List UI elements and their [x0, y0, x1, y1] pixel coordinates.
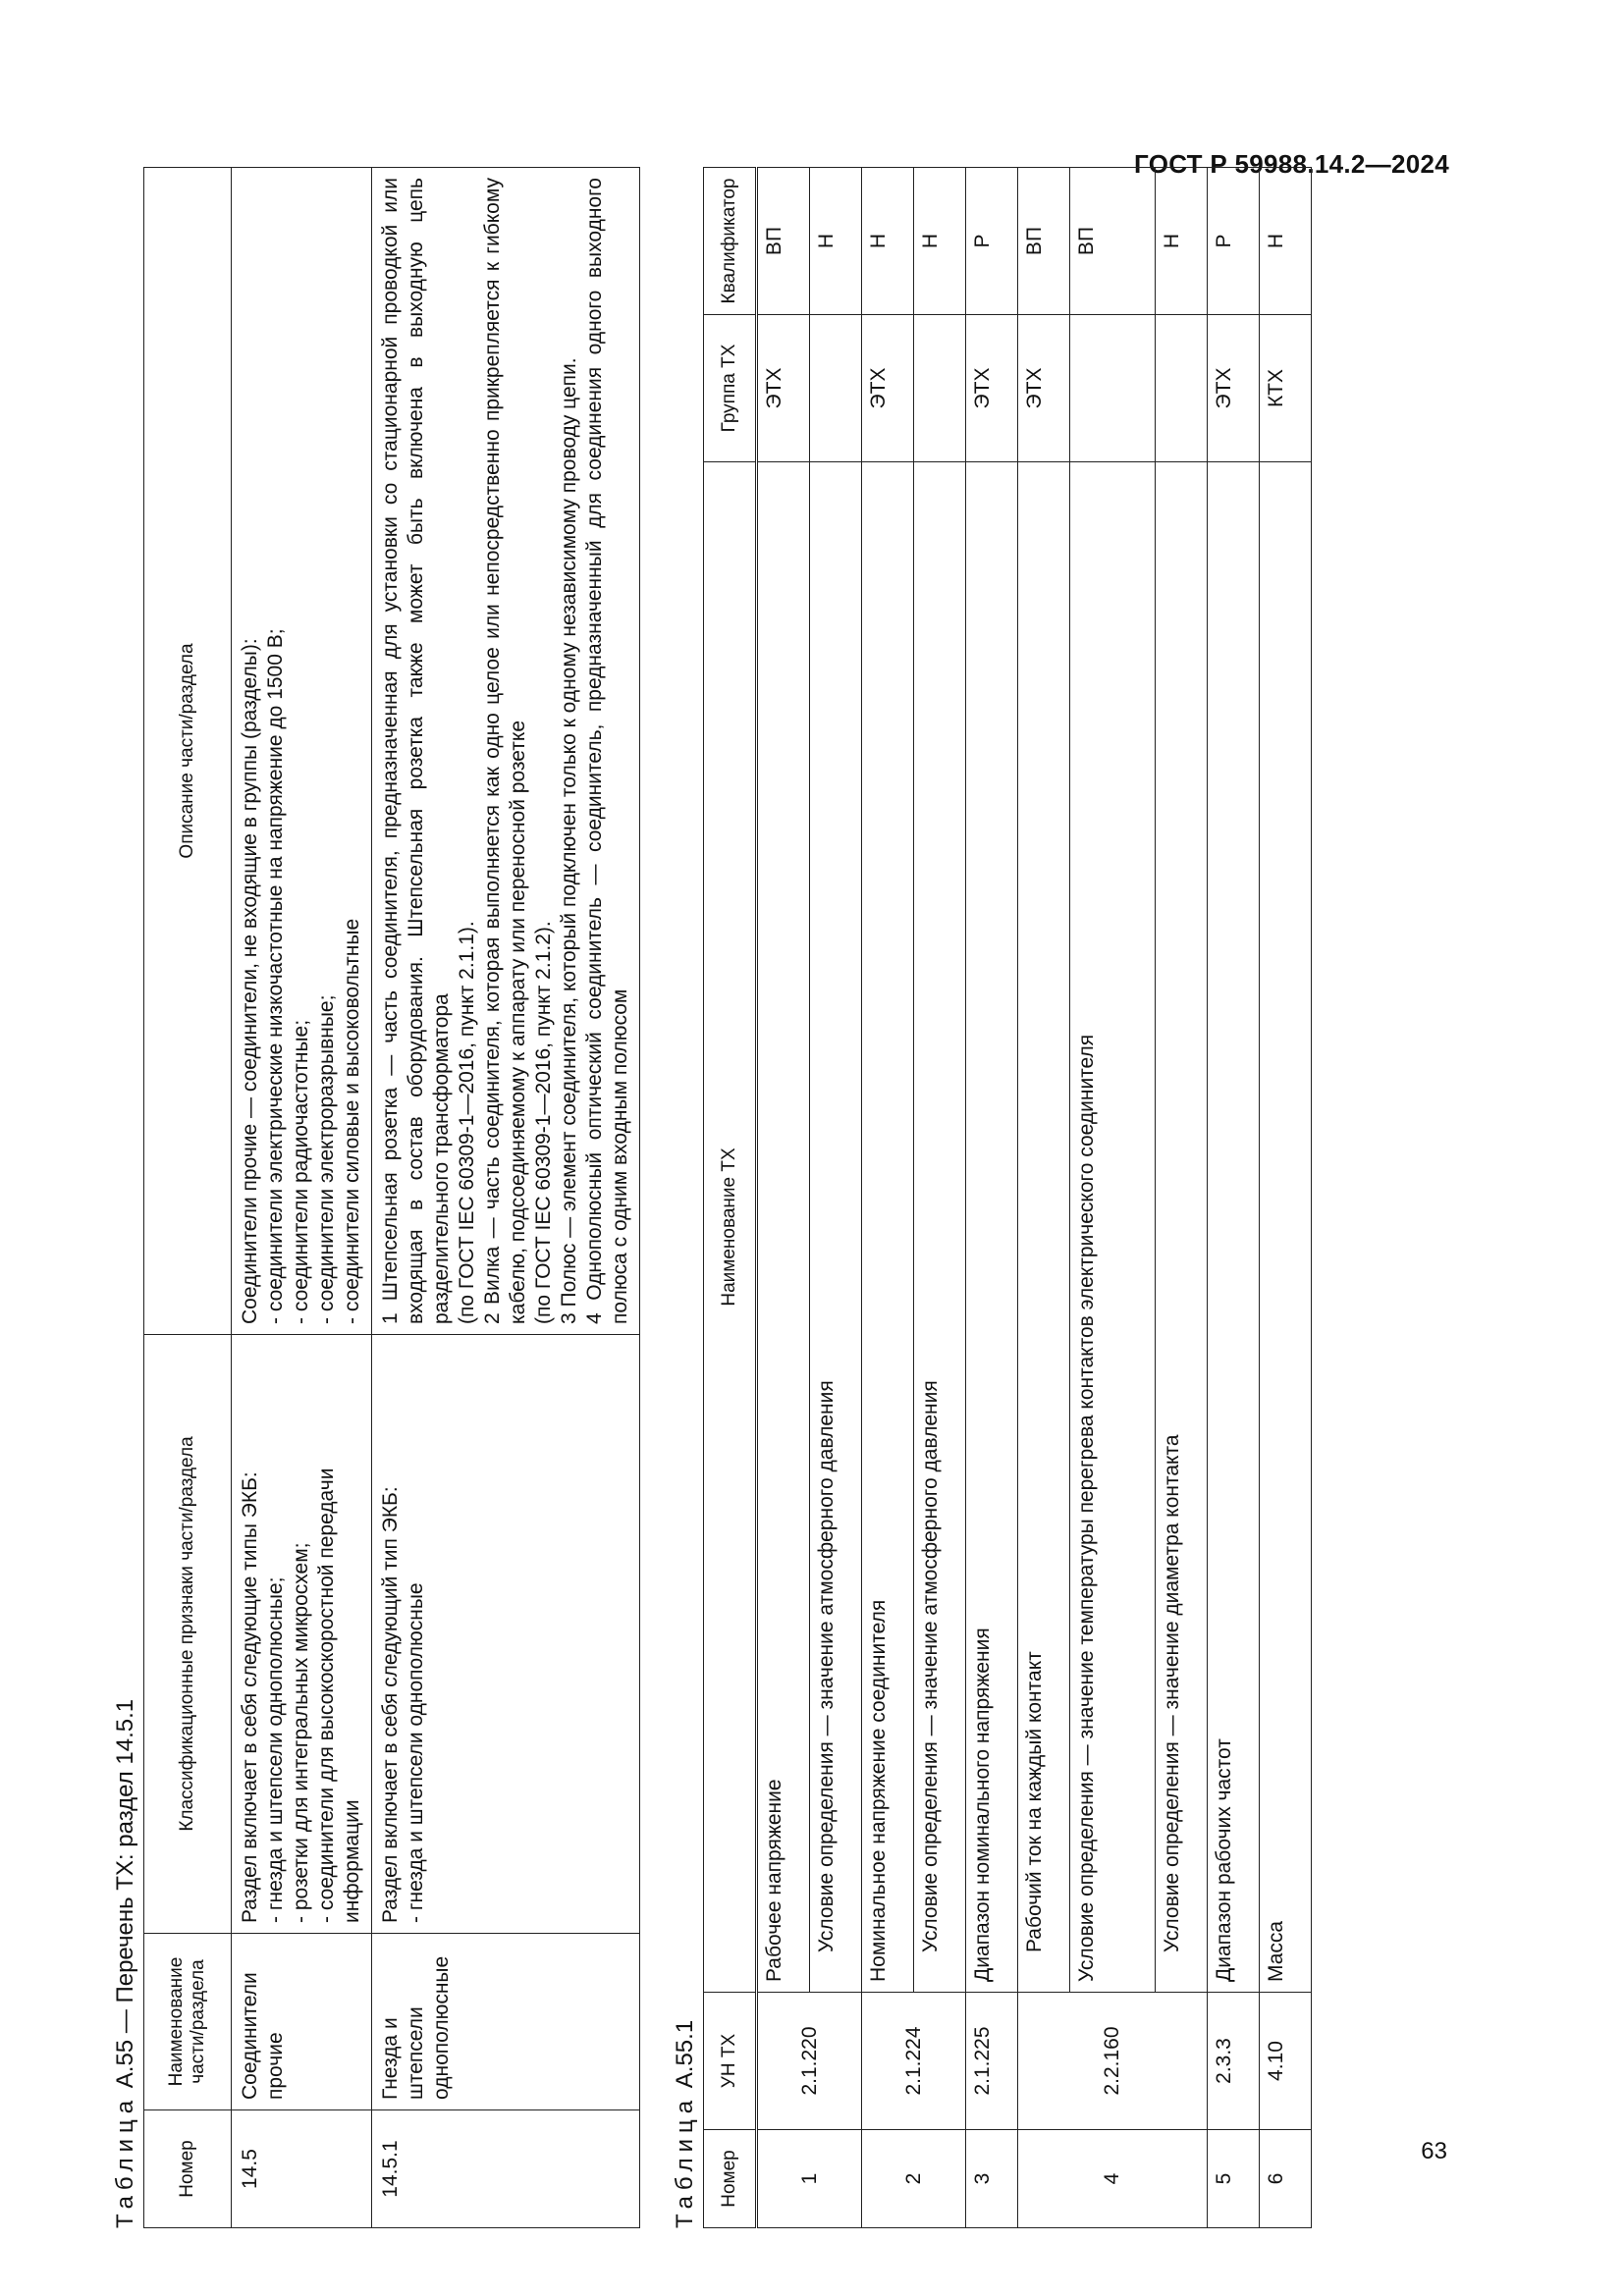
row-group: ЭТХ [862, 315, 914, 462]
description-line: 4 Однополюсный оптический соединитель — соединитель, предназначенный для соединения одного выходного полюса с одним входным полюсом [583, 178, 631, 1324]
row-code: 2.1.224 [862, 1993, 966, 2130]
row-description [232, 168, 372, 1335]
row-group: ЭТХ [1018, 315, 1070, 462]
table1-col-name: Наименование части/раздела [144, 1934, 232, 2110]
table2-caption [668, 167, 703, 2228]
row-code: 2.1.225 [966, 1993, 1018, 2130]
row-group [810, 315, 862, 462]
table1-col-description: Описание части/раздела [144, 168, 232, 1335]
row-group [1070, 315, 1156, 462]
table2-col-group: Группа ТХ [704, 315, 757, 462]
description-line: - соединители электроразрывные; [315, 994, 338, 1324]
table2-caption-prefix: Таблица [672, 2094, 698, 2228]
table1-row [232, 168, 372, 2228]
feature-line: - гнезда и штепсели однополюсные [405, 1582, 427, 1923]
table2 [703, 167, 1312, 2228]
row-code: 2.1.220 [757, 1993, 862, 2130]
table1 [143, 167, 640, 2228]
row-qualifier: Н [1156, 168, 1208, 315]
table-row [810, 168, 862, 2228]
table-row [862, 168, 914, 2228]
feature-line: Раздел включает в себя следующие типы ЭКБ: [239, 1471, 261, 1923]
row-qualifier: Н [914, 168, 966, 315]
row-name: Условие определения — значение температуры перегрева контактов электрического соединителя [1070, 462, 1156, 1993]
row-qualifier: ВП [1018, 168, 1070, 315]
row-qualifier: Р [966, 168, 1018, 315]
description-line: 1 Штепсельная розетка — часть соединителя, предназначенная для установки со стационарной проводкой или входящая в состав оборудования. Штепсельная розетка также может быть включена в выходную цепь разделительного трансформатора [379, 178, 453, 1324]
table2-col-name: Наименование ТХ [704, 462, 757, 1993]
description-line: Соединители прочие — соединители, не входящие в группы (разделы): [239, 638, 261, 1324]
row-number: 4 [1018, 2130, 1208, 2228]
table-row [966, 168, 1018, 2228]
table-row [1208, 168, 1260, 2228]
description-line: - соединители электрические низкочастотные на напряжение до 1500 В; [264, 628, 287, 1324]
row-qualifier: ВП [757, 168, 810, 315]
table2-caption-text: А.55.1 [672, 2019, 698, 2089]
description-line: (по ГОСТ IEC 60309-1—2016, пункт 2.1.2). [532, 921, 555, 1324]
row-group [914, 315, 966, 462]
table1-col-features: Классификационные признаки части/раздела [144, 1335, 232, 1934]
table1-caption [108, 167, 143, 2228]
row-description [372, 168, 640, 1335]
row-features [372, 1335, 640, 1934]
row-name: Масса [1260, 462, 1312, 1993]
row-qualifier: Н [810, 168, 862, 315]
row-name: Условие определения — значение атмосферного давления [810, 462, 862, 1993]
row-qualifier: Н [862, 168, 914, 315]
row-group: КТХ [1260, 315, 1312, 462]
table-row [1070, 168, 1156, 2228]
row-number: 14.5.1 [372, 2110, 640, 2228]
row-number: 14.5 [232, 2110, 372, 2228]
document-code: ГОСТ Р 59988.14.2—2024 [1134, 149, 1449, 179]
table-row [1018, 168, 1070, 2228]
row-name: Соединители прочие [232, 1934, 372, 2110]
table1-header-row [144, 168, 232, 2228]
row-qualifier: ВП [1070, 168, 1156, 315]
row-number: 6 [1260, 2130, 1312, 2228]
feature-line: - соединители для высокоскоростной передачи информации [315, 1468, 363, 1923]
row-qualifier: Р [1208, 168, 1260, 315]
feature-line: Раздел включает в себя следующий тип ЭКБ: [379, 1486, 402, 1923]
table2-col-code: УН ТХ [704, 1993, 757, 2130]
row-number: 2 [862, 2130, 966, 2228]
table2-header-row [704, 168, 757, 2228]
row-group: ЭТХ [1208, 315, 1260, 462]
row-group: ЭТХ [966, 315, 1018, 462]
row-code: 2.3.3 [1208, 1993, 1260, 2130]
page-number: 63 [1421, 2138, 1447, 2164]
row-name: Рабочий ток на каждый контакт [1018, 462, 1070, 1993]
feature-line: - розетки для интегральных микросхем; [290, 1542, 312, 1923]
feature-line: - гнезда и штепсели однополюсные; [264, 1576, 287, 1923]
row-code: 4.10 [1260, 1993, 1312, 2130]
row-number: 3 [966, 2130, 1018, 2228]
table2-col-qualifier: Квалификатор [704, 168, 757, 315]
table1-caption-text: А.55 — Перечень ТХ: раздел 14.5.1 [112, 1698, 138, 2089]
row-code: 2.2.160 [1018, 1993, 1208, 2130]
description-line: - соединители силовые и высоковольтные [341, 918, 363, 1324]
table1-row [372, 168, 640, 2228]
row-features [232, 1335, 372, 1934]
row-qualifier: Н [1260, 168, 1312, 315]
description-line: 2 Вилка — часть соединителя, которая выполняется как одно целое или непосредственно прикрепляется к гибкому кабелю, подсоединяемому к аппарату или переносной розетке [481, 178, 529, 1324]
table-row [757, 168, 810, 2228]
row-name: Гнезда и штепсели однополюсные [372, 1934, 640, 2110]
table2-col-number: Номер [704, 2130, 757, 2228]
row-name: Условие определения — значение атмосферного давления [914, 462, 966, 1993]
row-name: Рабочее напряжение [757, 462, 810, 1993]
row-number: 1 [757, 2130, 862, 2228]
table1-col-number: Номер [144, 2110, 232, 2228]
table-row [1260, 168, 1312, 2228]
description-line: - соединители радиочастотные; [290, 1019, 312, 1324]
table1-caption-prefix: Таблица [112, 2094, 138, 2228]
row-name: Условие определения — значение диаметра контакта [1156, 462, 1208, 1993]
row-name: Диапазон рабочих частот [1208, 462, 1260, 1993]
row-group [1156, 315, 1208, 462]
row-name: Номинальное напряжение соединителя [862, 462, 914, 1993]
row-name: Диапазон номинального напряжения [966, 462, 1018, 1993]
description-line: (по ГОСТ IEC 60309-1—2016, пункт 2.1.1). [456, 921, 478, 1324]
description-line: 3 Полюс — элемент соединителя, который подключен только к одному независимому проводу цепи. [558, 357, 580, 1324]
table-row [914, 168, 966, 2228]
row-number: 5 [1208, 2130, 1260, 2228]
row-group: ЭТХ [757, 315, 810, 462]
rotated-content [108, 167, 1463, 2228]
table-row [1156, 168, 1208, 2228]
